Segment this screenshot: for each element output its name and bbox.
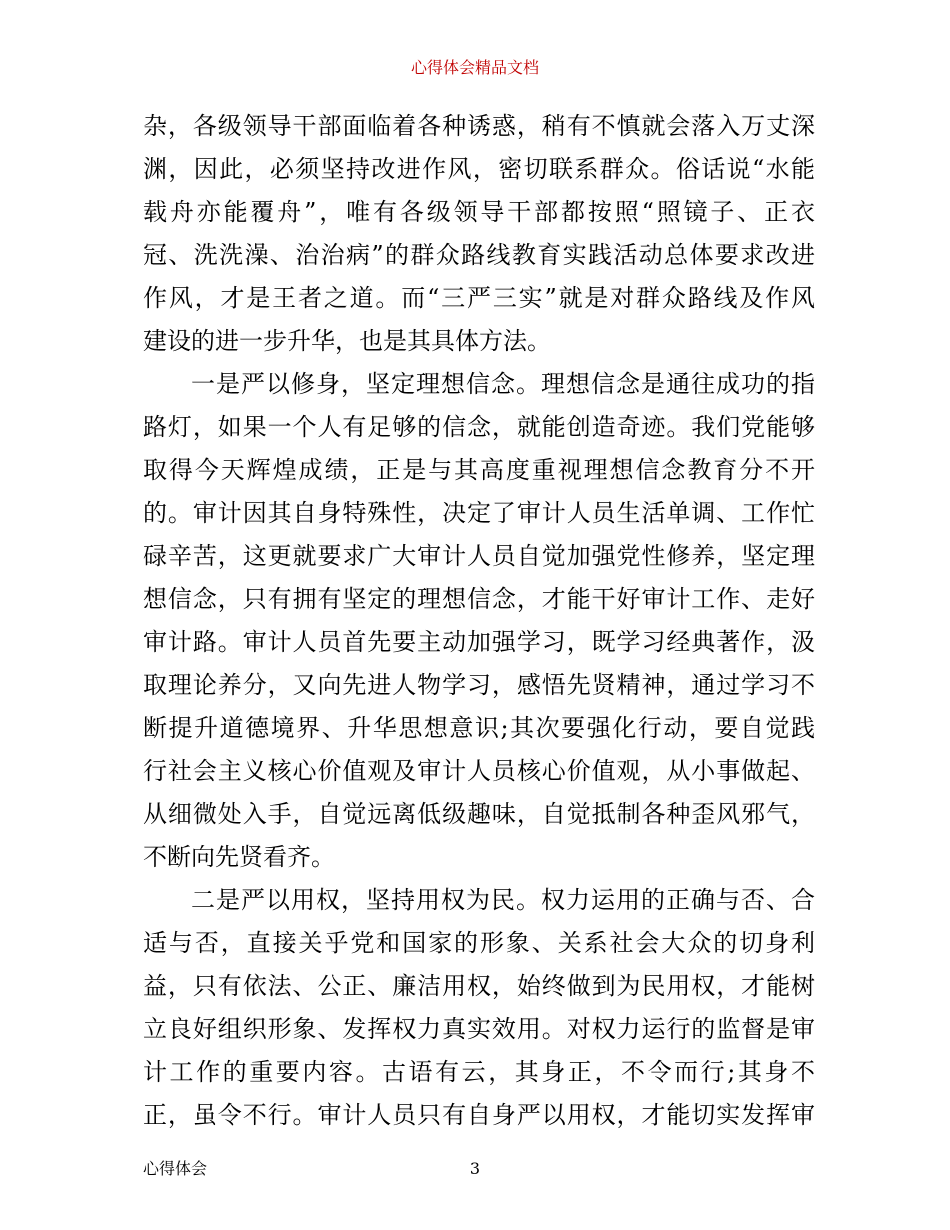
- text-line: 益，只有依法、公正、廉洁用权，始终做到为民用权，才能树: [143, 972, 815, 1000]
- text-line: 想信念，只有拥有坚定的理想信念，才能干好审计工作、走好: [143, 585, 815, 613]
- page-header: 心得体会精品文档: [410, 58, 539, 77]
- document-body: [143, 105, 815, 1137]
- paragraph-start-line: 一是严以修身，坚定理想信念。理想信念是通往成功的指: [191, 370, 815, 398]
- text-line: 杂，各级领导干部面临着各种诱惑，稍有不慎就会落入万丈深: [143, 112, 815, 140]
- text-line: 不断向先贤看齐。: [143, 843, 335, 871]
- text-line: 冠、洗洗澡、治治病”的群众路线教育实践活动总体要求改进: [143, 241, 815, 269]
- text-line: 碌辛苦，这更就要求广大审计人员自觉加强党性修养，坚定理: [143, 542, 815, 570]
- paragraph-start-line: 二是严以用权，坚持用权为民。权力运用的正确与否、合: [191, 886, 815, 914]
- text-line: 正，虽令不行。审计人员只有自身严以用权，才能切实发挥审: [143, 1101, 815, 1129]
- text-line: 取得今天辉煌成绩，正是与其高度重视理想信念教育分不开: [143, 456, 815, 484]
- text-line: 建设的进一步升华，也是其具体方法。: [143, 327, 551, 355]
- text-line: 行社会主义核心价值观及审计人员核心价值观，从小事做起、: [143, 757, 815, 785]
- text-line: 立良好组织形象、发挥权力真实效用。对权力运行的监督是审: [143, 1015, 815, 1043]
- text-line: 作风，才是王者之道。而“三严三实”就是对群众路线及作风: [143, 284, 815, 312]
- text-line: 适与否，直接关乎党和国家的形象、关系社会大众的切身利: [143, 929, 815, 957]
- text-line: 取理论养分，又向先进人物学习，感悟先贤精神，通过学习不: [143, 671, 815, 699]
- text-line: 审计路。审计人员首先要主动加强学习，既学习经典著作，汲: [143, 628, 815, 656]
- text-line: 计工作的重要内容。古语有云，其身正，不令而行;其身不: [143, 1058, 815, 1086]
- text-line: 断提升道德境界、升华思想意识;其次要强化行动，要自觉践: [143, 714, 815, 742]
- text-line: 渊，因此，必须坚持改进作风，密切联系群众。俗话说“水能: [143, 155, 815, 183]
- footer-label: 心得体会: [143, 1159, 208, 1178]
- text-line: 载舟亦能覆舟”，唯有各级领导干部都按照“照镜子、正衣: [143, 198, 815, 226]
- text-line: 路灯，如果一个人有足够的信念，就能创造奇迹。我们党能够: [143, 413, 815, 441]
- page-number: 3: [469, 1159, 481, 1178]
- text-line: 从细微处入手，自觉远离低级趣味，自觉抵制各种歪风邪气，: [143, 800, 815, 828]
- text-line: 的。审计因其自身特殊性，决定了审计人员生活单调、工作忙: [143, 499, 815, 527]
